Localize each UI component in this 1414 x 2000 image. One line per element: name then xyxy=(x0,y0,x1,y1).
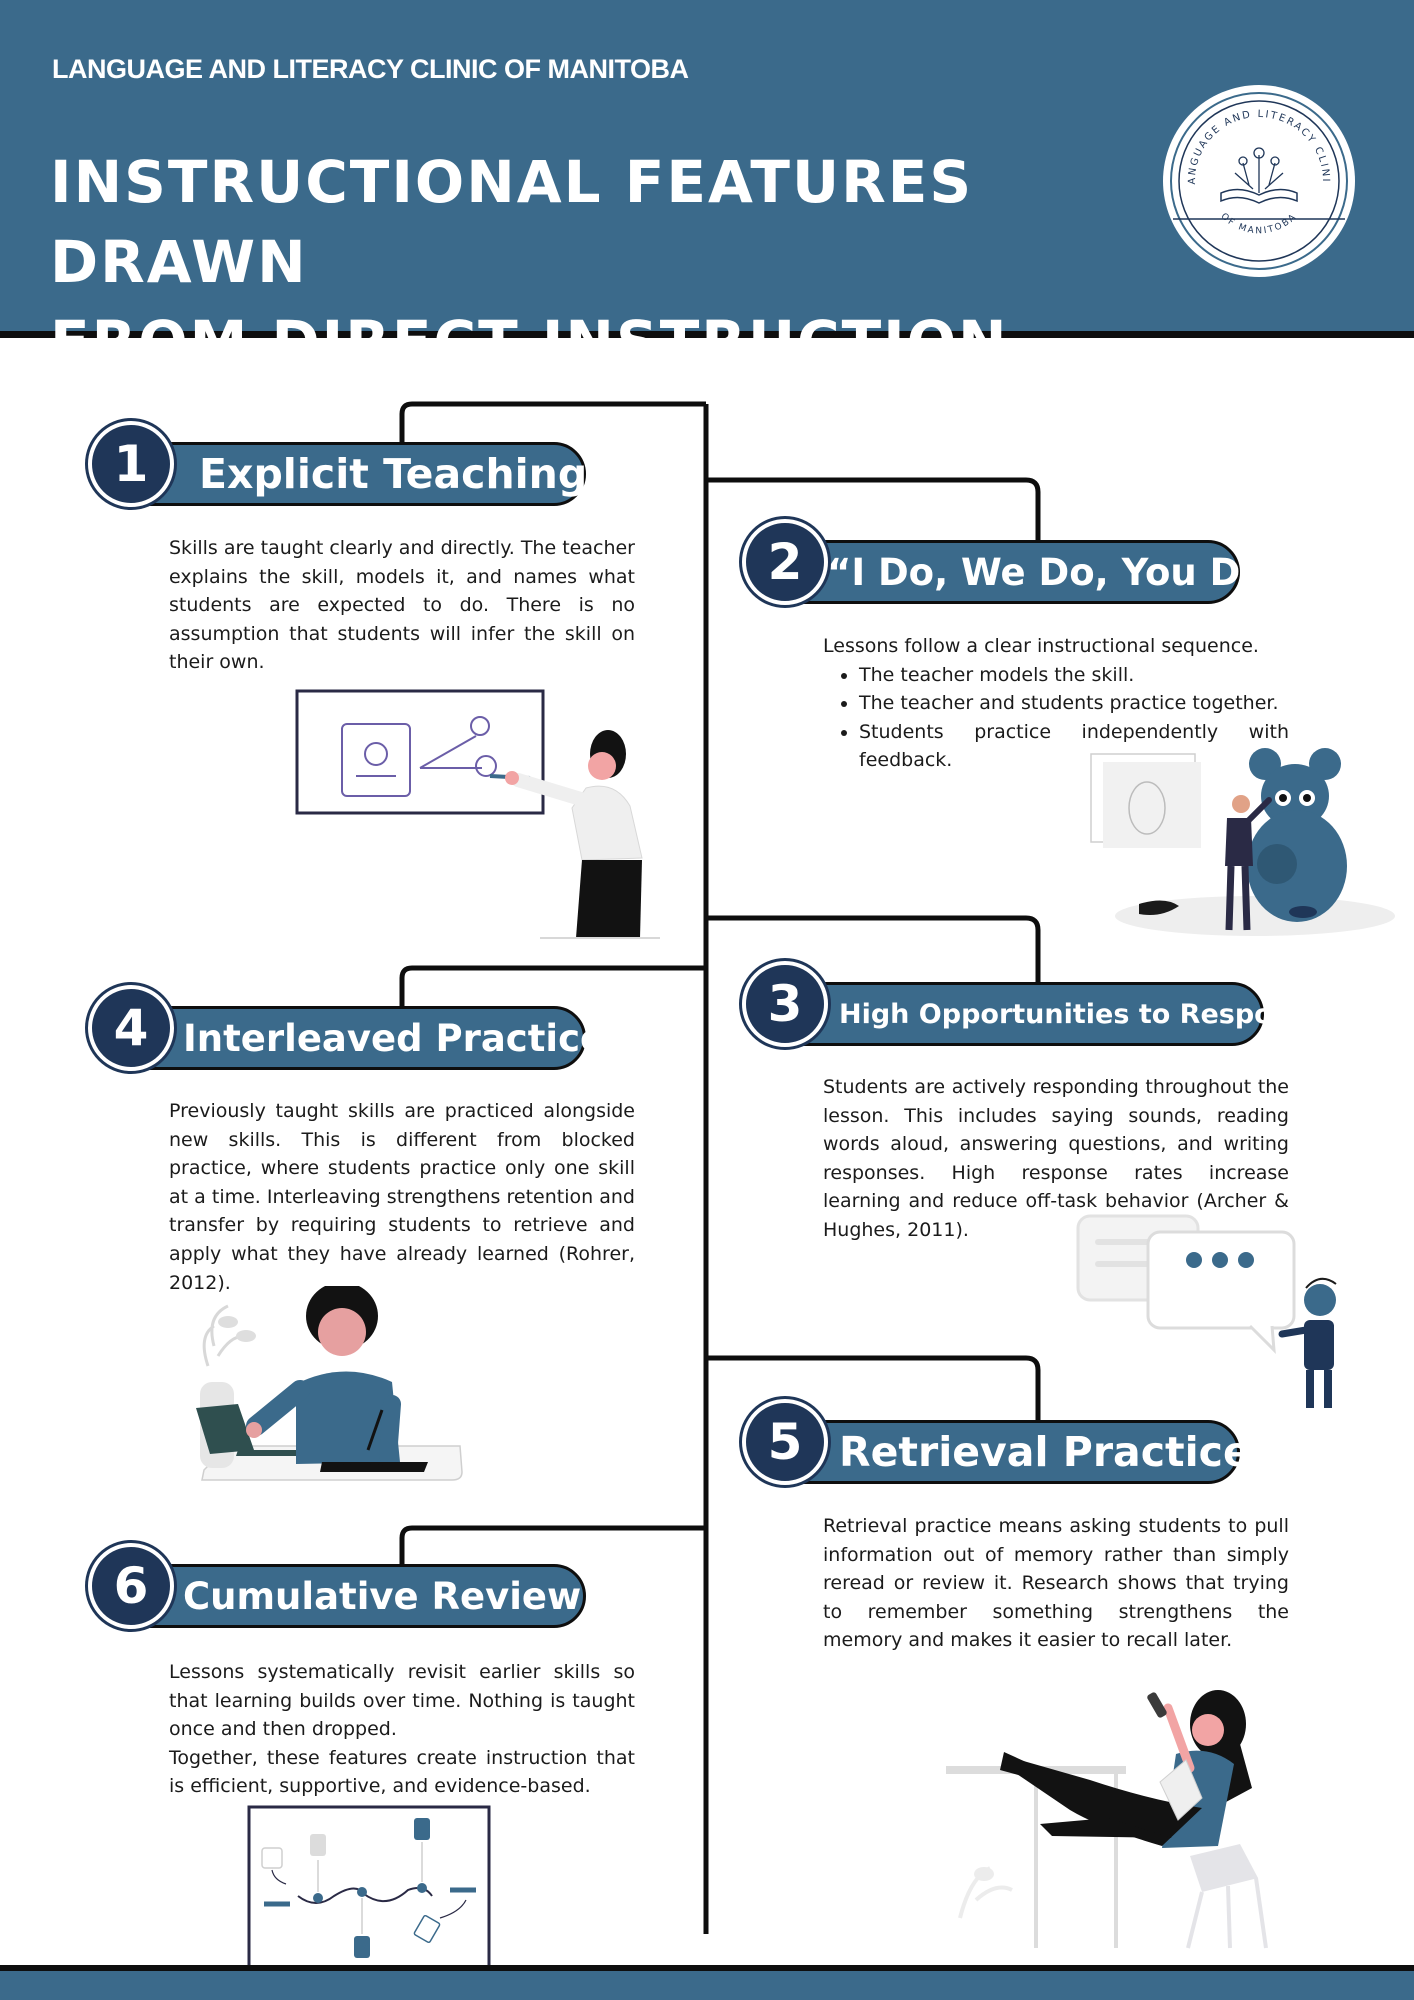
feature-2-number: 2 xyxy=(767,533,803,591)
feature-6-text xyxy=(169,1658,635,1801)
logo-text-bottom: OF MANITOBA xyxy=(1218,211,1300,237)
feature-5-number: 5 xyxy=(767,1413,803,1471)
feature-6-title: Cumulative Review xyxy=(183,1574,582,1618)
feature-2-heading xyxy=(784,540,1291,604)
feature-4-title: Interleaved Practice xyxy=(183,1016,606,1060)
footer-banner xyxy=(0,1965,1414,2000)
feature-3-heading xyxy=(784,982,1312,1046)
feature-5-title: Retrieval Practice xyxy=(839,1428,1251,1476)
chat-bubbles-illustration xyxy=(1074,1208,1354,1414)
feature-6-paragraph-2: Together, these features create instruction that is efficient, supportive, and evidence-based. xyxy=(169,1746,635,1798)
feature-4-number: 4 xyxy=(113,999,149,1057)
feature-6-heading xyxy=(130,1564,586,1628)
feature-3-number-badge xyxy=(742,961,828,1047)
list-item: • The teacher and students practice together. xyxy=(859,689,1289,718)
connector-6 xyxy=(402,1528,706,1566)
feature-4-heading xyxy=(130,1006,606,1070)
logo-text-top: ANGUAGE AND LITERACY CLINI xyxy=(1186,108,1332,185)
clinic-logo xyxy=(1163,85,1355,277)
feature-1-number-badge xyxy=(88,421,174,507)
list-item: • Students practice independently with feedback. xyxy=(859,718,1289,775)
reclining-reader-illustration xyxy=(940,1668,1340,1950)
feature-3-title: High Opportunities to Respond xyxy=(839,998,1312,1030)
feature-1-text: Skills are taught clearly and directly. The teacher explains the skill, models it, and names what students are expected to do. There is no assumption that students will infer the skill on their own. xyxy=(169,537,635,674)
connector-1 xyxy=(402,404,706,445)
connector-4 xyxy=(402,968,706,1008)
feature-5-heading xyxy=(784,1420,1251,1484)
page-title-line-1: INSTRUCTIONAL FEATURES DRAWN xyxy=(50,148,974,296)
header-banner xyxy=(0,0,1414,376)
organization-name: LANGUAGE AND LITERACY CLINIC OF MANITOBA xyxy=(52,54,689,84)
feature-4-text: Previously taught skills are practiced alongside new skills. This is different from blocked practice, where students practice only one skill at a time. Interleaving strengthens retention and transfer by requiring students to retrieve and apply what they have already learned (Rohrer, 2012). xyxy=(169,1100,635,1294)
feature-1-number: 1 xyxy=(113,435,149,493)
page-title xyxy=(50,142,1130,382)
feature-1-heading xyxy=(130,442,586,506)
feature-4-number-badge xyxy=(88,985,174,1071)
feature-3-text: Students are actively responding throughout the lesson. This includes saying sounds, reading words aloud, answering questions, and writing responses. High response rates increase learning and reduce off-task behavior (Archer & Hughes, 2011). xyxy=(823,1076,1289,1241)
feature-6-paragraph-1: Lessons systematically revisit earlier skills so that learning builds over time. Nothing is taught once and then dropped. xyxy=(169,1661,635,1741)
page-title-line-2: FROM DIRECT INSTRUCTION xyxy=(50,308,1009,376)
feature-1-title: Explicit Teaching xyxy=(199,450,588,498)
feature-5-number-badge xyxy=(742,1399,828,1485)
feature-2-title: “I Do, We Do, You Do” xyxy=(827,550,1291,594)
list-item: • The teacher models the skill. xyxy=(859,661,1289,690)
feature-6-number: 6 xyxy=(113,1557,149,1615)
feature-2-intro: Lessons follow a clear instructional sequence. xyxy=(823,635,1259,657)
feature-2-number-badge xyxy=(742,519,828,605)
student-tablet-illustration xyxy=(188,1286,464,1500)
feature-3-number: 3 xyxy=(767,975,803,1033)
teacher-whiteboard-illustration xyxy=(290,688,670,944)
timeline-flow-illustration xyxy=(246,1804,496,1970)
feature-5-text: Retrieval practice means asking students to pull information out of memory rather than simply reread or review it. Research shows that trying to remember something strengthens the memory and makes it easier to recall later. xyxy=(823,1515,1289,1652)
feature-6-number-badge xyxy=(88,1543,174,1629)
person-with-bear-illustration xyxy=(1075,748,1395,938)
